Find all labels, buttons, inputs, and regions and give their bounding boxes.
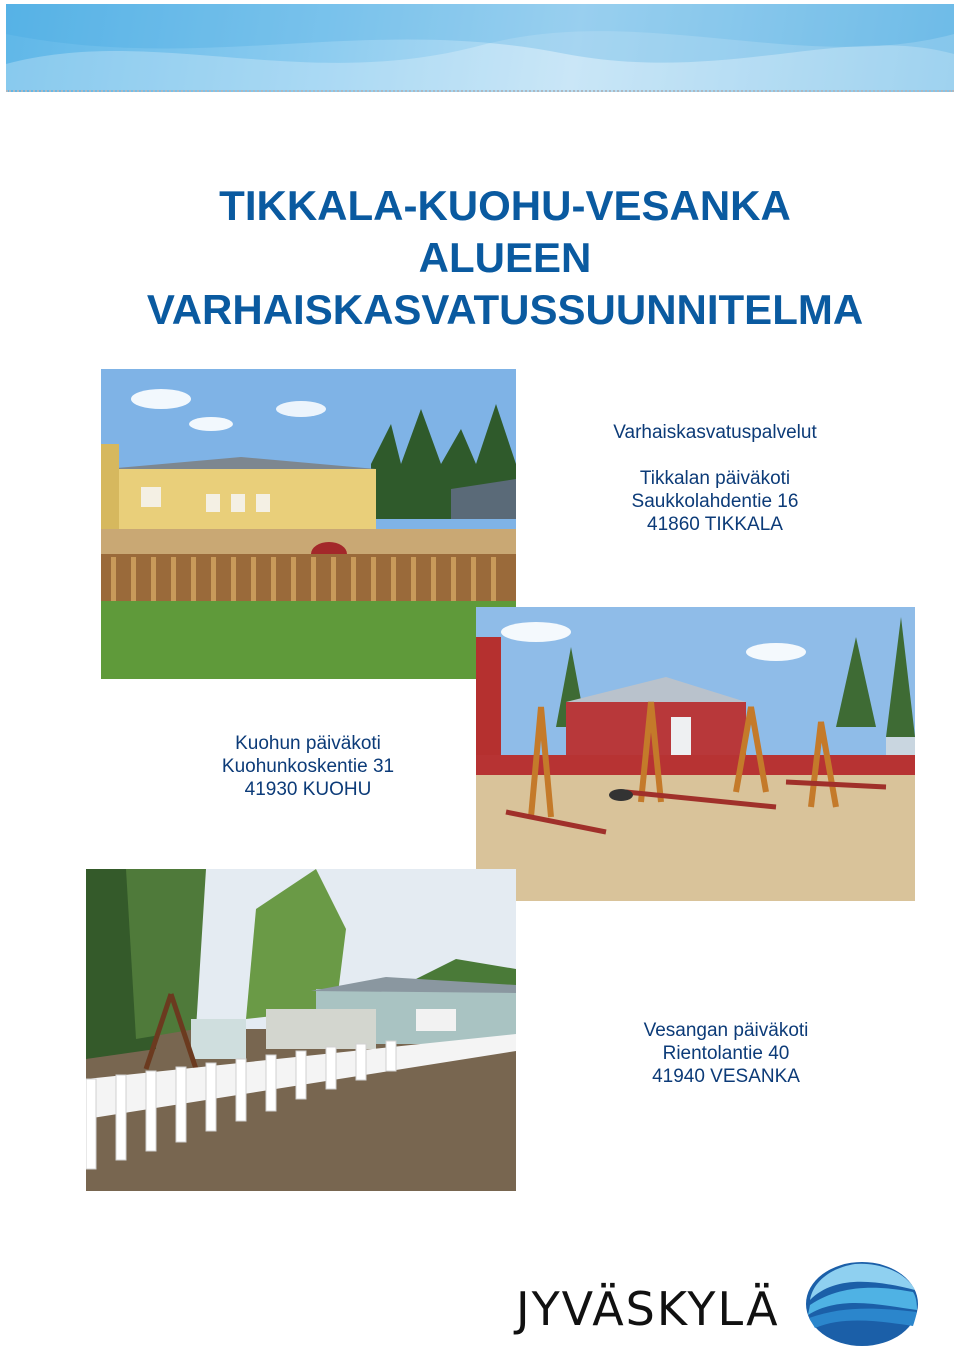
logo-text: JYVÄSKYLÄ xyxy=(516,1282,780,1336)
location-name: Kuohun päiväkoti xyxy=(235,733,381,754)
location-street: Kuohunkoskentie 31 xyxy=(221,756,395,777)
location-postal: 41930 KUOHU xyxy=(244,779,372,800)
address-kuohu xyxy=(180,732,436,801)
location-postal: 41860 TIKKALA xyxy=(647,514,783,535)
department-label: Varhaiskasvatuspalvelut xyxy=(613,422,817,443)
location-name: Vesangan päiväkoti xyxy=(643,1020,809,1041)
title-line-1: TIKKALA-KUOHU-VESANKA xyxy=(219,182,791,229)
address-vesanka xyxy=(600,1019,852,1088)
title-line-3: VARHAISKASVATUSSUUNNITELMA xyxy=(146,286,864,333)
jyvaskyla-logo xyxy=(510,1260,920,1350)
location-postal: 41940 VESANKA xyxy=(652,1066,800,1087)
photo-vesanka xyxy=(86,869,516,1191)
wave-logo-icon xyxy=(805,1260,920,1348)
document-title xyxy=(0,180,960,336)
photo-tikkala xyxy=(101,369,516,679)
location-street: Rientolantie 40 xyxy=(662,1043,790,1064)
photo-kuohu xyxy=(476,607,915,901)
title-line-2: ALUEEN xyxy=(418,234,592,281)
address-tikkala xyxy=(570,421,860,536)
location-street: Saukkolahdentie 16 xyxy=(631,491,799,512)
header-banner xyxy=(6,4,954,92)
location-name: Tikkalan päiväkoti xyxy=(639,468,791,489)
